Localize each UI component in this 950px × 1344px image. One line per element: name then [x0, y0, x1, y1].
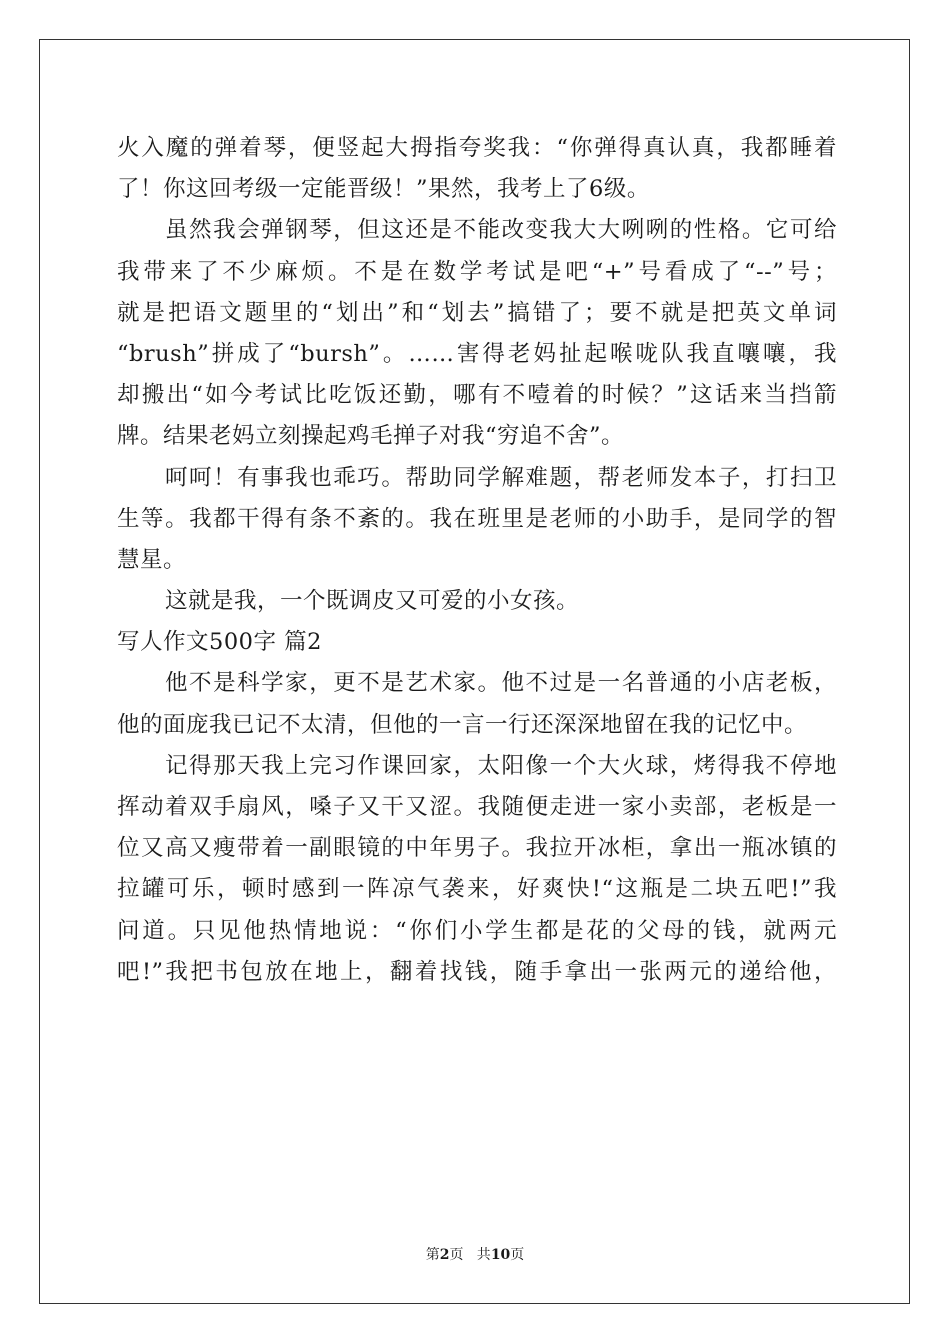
text-line: 记得那天我上完习作课回家，太阳像一个大火球，烤得我不停地: [165, 752, 837, 779]
text-line: 火入魔的弹着琴，便竖起大拇指夸奖我：“你弹得真认真，我都睡着: [117, 135, 837, 161]
text-line: 虽然我会弹钢琴，但这还是不能改变我大大咧咧的性格。它可给: [165, 217, 837, 244]
text-line: 呵呵！有事我也乖巧。帮助同学解难题，帮老师发本子，打扫卫: [165, 464, 837, 491]
text-line: 挥动着双手扇风，嗓子又干又涩。我随便走进一家小卖部，老板是一: [117, 794, 837, 820]
text-line: 他不是科学家，更不是艺术家。他不过是一名普通的小店老板，: [165, 670, 837, 697]
footer-mid: 页 共: [449, 1247, 491, 1263]
text-line: 慧星。: [117, 546, 187, 573]
footer-suffix: 页: [510, 1247, 525, 1263]
text-line: 问道。只见他热情地说：“你们小学生都是花的父母的钱，就两元: [117, 917, 837, 944]
footer-prefix: 第: [425, 1247, 440, 1263]
page-footer: [0, 1245, 950, 1265]
text-line: 牌。结果老妈立刻操起鸡毛掸子对我“穷追不舍”。: [117, 423, 625, 450]
text-line: 吧!”我把书包放在地上，翻着找钱，随手拿出一张两元的递给他，: [117, 958, 837, 985]
text-line: 拉罐可乐，顿时感到一阵凉气袭来，好爽快!“这瓶是二块五吧!”我: [117, 876, 837, 903]
text-line: “brush”拼成了“bursh”。……害得老妈扯起喉咙队我直嚷嚷，我: [117, 340, 837, 367]
text-line: 位又高又瘦带着一副眼镜的中年男子。我拉开冰柜，拿出一瓶冰镇的: [117, 835, 837, 862]
text-line: 了！你这回考级一定能晋级！”果然，我考上了6级。: [117, 176, 650, 203]
document-body: [117, 128, 837, 993]
section-heading: 写人作文500字 篇2: [117, 629, 322, 656]
text-line: 却搬出“如今考试比吃饭还勤，哪有不噎着的时候？”这话来当挡箭: [117, 382, 837, 409]
text-line: 他的面庞我已记不太清，但他的一言一行还深深地留在我的记忆中。: [117, 711, 808, 738]
footer-total-pages: 10: [490, 1247, 511, 1263]
text-line: 生等。我都干得有条不紊的。我在班里是老师的小助手，是同学的智: [117, 505, 837, 532]
text-line: 这就是我，一个既调皮又可爱的小女孩。: [165, 588, 580, 615]
footer-current-page: 2: [439, 1247, 450, 1263]
text-line: 就是把语文题里的“划出”和“划去”搞错了；要不就是把英文单词: [117, 299, 837, 326]
text-line: 我带来了不少麻烦。不是在数学考试是吧“+”号看成了“--”号；: [117, 258, 837, 285]
